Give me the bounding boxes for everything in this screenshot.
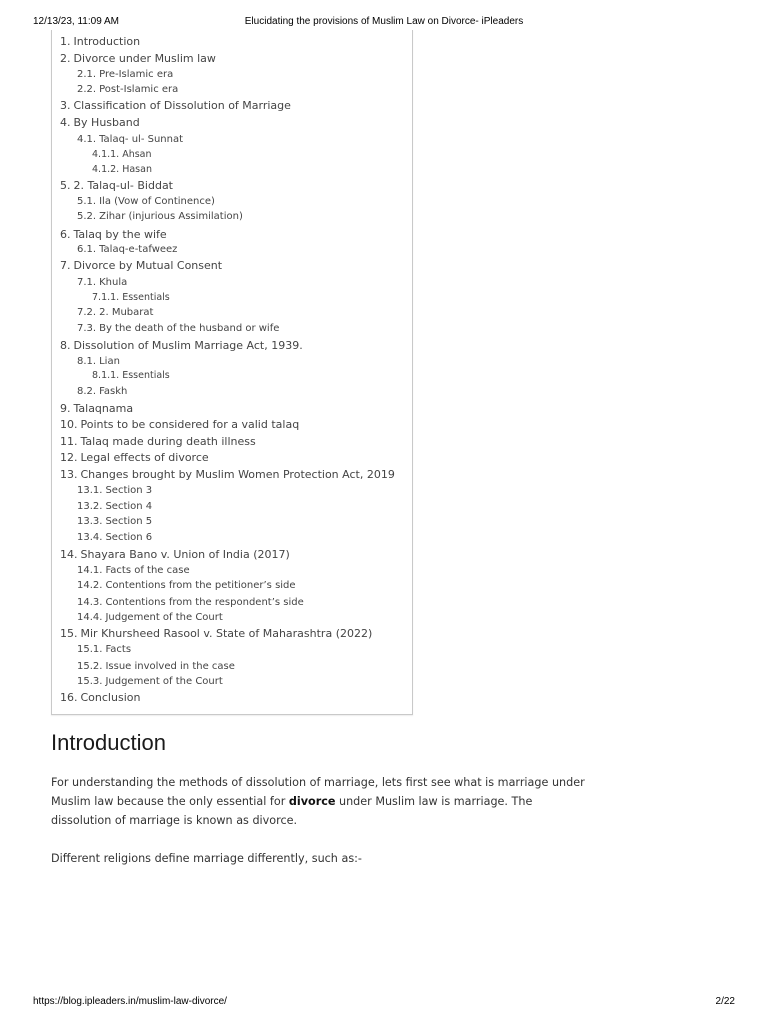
- toc-item[interactable]: [77, 532, 152, 543]
- toc-item-number: 13.: [60, 468, 78, 481]
- toc-item-number: 1.: [60, 35, 71, 48]
- table-of-contents: [51, 30, 413, 715]
- toc-item[interactable]: [60, 548, 290, 561]
- toc-item-label[interactable]: Essentials: [122, 292, 170, 303]
- toc-item-label[interactable]: Section 5: [105, 516, 153, 527]
- toc-item-label[interactable]: Talaqnama: [73, 402, 134, 415]
- toc-item[interactable]: [60, 435, 256, 448]
- toc-item-number: 4.1.: [77, 134, 97, 145]
- toc-item-label[interactable]: Section 6: [105, 532, 153, 543]
- toc-item[interactable]: [60, 99, 291, 112]
- toc-item[interactable]: [60, 179, 173, 192]
- toc-item-number: 11.: [60, 435, 78, 448]
- toc-item[interactable]: [92, 292, 170, 303]
- toc-item-number: 5.2.: [77, 211, 97, 222]
- toc-item-label[interactable]: Pre-Islamic era: [99, 69, 174, 80]
- toc-item[interactable]: [92, 370, 170, 381]
- toc-item-number: 16.: [60, 691, 78, 704]
- toc-item[interactable]: [60, 52, 216, 65]
- toc-item-label[interactable]: Mir Khursheed Rasool v. State of Maharashtra (2022): [80, 627, 373, 640]
- toc-item-number: 13.2.: [77, 501, 103, 512]
- paragraph-religions: Different religions define marriage differently, such as:-: [51, 852, 362, 865]
- toc-item[interactable]: [77, 661, 235, 672]
- toc-item[interactable]: [92, 149, 152, 160]
- toc-item[interactable]: [77, 644, 131, 655]
- toc-item-label[interactable]: Facts of the case: [105, 565, 190, 576]
- toc-item-number: 15.3.: [77, 676, 103, 687]
- toc-item-label[interactable]: Talaq by the wife: [73, 228, 167, 241]
- toc-item[interactable]: [77, 597, 304, 608]
- toc-item-label[interactable]: Judgement of the Court: [105, 612, 223, 623]
- toc-item[interactable]: [77, 356, 120, 367]
- toc-item[interactable]: [77, 196, 215, 207]
- toc-item[interactable]: [77, 84, 178, 95]
- toc-item-label[interactable]: Section 4: [105, 501, 153, 512]
- toc-item[interactable]: [60, 402, 133, 415]
- toc-item-number: 9.: [60, 402, 71, 415]
- toc-item-label[interactable]: Essentials: [122, 370, 170, 381]
- toc-item-label[interactable]: Introduction: [73, 35, 141, 48]
- toc-item-label[interactable]: Talaq made during death illness: [80, 435, 256, 448]
- toc-item-number: 7.: [60, 259, 71, 272]
- toc-item[interactable]: [77, 134, 183, 145]
- toc-item-number: 14.2.: [77, 580, 103, 591]
- print-url: https://blog.ipleaders.in/muslim-law-divorce/: [33, 996, 227, 1007]
- toc-item-number: 7.3.: [77, 323, 97, 334]
- toc-item-number: 7.1.1.: [92, 292, 120, 303]
- toc-item[interactable]: [60, 451, 209, 464]
- toc-item[interactable]: [60, 418, 299, 431]
- toc-item-number: 6.: [60, 228, 71, 241]
- toc-item[interactable]: [77, 676, 223, 687]
- toc-item-number: 14.4.: [77, 612, 103, 623]
- toc-item-number: 15.2.: [77, 661, 103, 672]
- toc-item[interactable]: [60, 116, 140, 129]
- toc-item[interactable]: [60, 259, 222, 272]
- toc-item-number: 8.1.: [77, 356, 97, 367]
- toc-item-number: 2.2.: [77, 84, 97, 95]
- toc-item-number: 7.2.: [77, 307, 97, 318]
- toc-item-number: 2.: [60, 52, 71, 65]
- toc-item-label[interactable]: Faskh: [99, 386, 128, 397]
- toc-item[interactable]: [60, 228, 167, 241]
- toc-item-label[interactable]: Lian: [99, 356, 120, 367]
- toc-item-label[interactable]: By the death of the husband or wife: [99, 323, 280, 334]
- toc-item-label[interactable]: Post-Islamic era: [99, 84, 179, 95]
- toc-item-label[interactable]: Zihar (injurious Assimilation): [99, 211, 243, 222]
- toc-item-label[interactable]: Classification of Dissolution of Marriage: [73, 99, 291, 112]
- toc-item[interactable]: [77, 516, 152, 527]
- toc-item-label[interactable]: Issue involved in the case: [105, 661, 235, 672]
- toc-item-label[interactable]: Khula: [99, 277, 128, 288]
- toc-item-number: 12.: [60, 451, 78, 464]
- toc-item-number: 5.1.: [77, 196, 97, 207]
- paragraph-intro-text-1: For understanding the methods of dissolution of marriage, lets first see what is marriage under Muslim law because the only essential for: [51, 776, 585, 808]
- toc-item-label[interactable]: Section 3: [105, 485, 153, 496]
- print-datetime: 12/13/23, 11:09 AM: [33, 16, 119, 27]
- toc-item-number: 14.1.: [77, 565, 103, 576]
- toc-item[interactable]: [77, 485, 152, 496]
- toc-item-number: 8.2.: [77, 386, 97, 397]
- toc-item-label[interactable]: Ahsan: [122, 149, 152, 160]
- toc-item-number: 15.: [60, 627, 78, 640]
- print-page-number: 2/22: [715, 996, 735, 1007]
- toc-item-label[interactable]: Shayara Bano v. Union of India (2017): [80, 548, 290, 561]
- toc-item-number: 8.1.1.: [92, 370, 120, 381]
- toc-item[interactable]: [77, 69, 173, 80]
- toc-item[interactable]: [77, 501, 152, 512]
- toc-item-number: 7.1.: [77, 277, 97, 288]
- toc-item-number: 4.1.1.: [92, 149, 120, 160]
- toc-item-number: 13.1.: [77, 485, 103, 496]
- toc-item-label[interactable]: Ila (Vow of Continence): [99, 196, 215, 207]
- toc-item[interactable]: [92, 164, 152, 175]
- toc-item[interactable]: [77, 307, 153, 318]
- toc-item-label[interactable]: Changes brought by Muslim Women Protection Act, 2019: [80, 468, 395, 481]
- toc-item-number: 10.: [60, 418, 78, 431]
- toc-item-label[interactable]: Legal effects of divorce: [80, 451, 209, 464]
- toc-item-label[interactable]: Facts: [105, 644, 132, 655]
- toc-item-label[interactable]: Points to be considered for a valid talaq: [80, 418, 300, 431]
- toc-item[interactable]: [60, 468, 395, 481]
- toc-item-label[interactable]: By Husband: [73, 116, 140, 129]
- toc-item-label[interactable]: Talaq- ul- Sunnat: [99, 134, 184, 145]
- section-heading-introduction: Introduction: [51, 730, 166, 755]
- toc-item-number: 4.1.2.: [92, 164, 120, 175]
- toc-item-label[interactable]: Contentions from the petitioner’s side: [105, 580, 296, 591]
- toc-item-number: 4.: [60, 116, 71, 129]
- print-page-title: Elucidating the provisions of Muslim Law on Divorce- iPleaders: [244, 16, 524, 27]
- toc-item[interactable]: [60, 691, 140, 704]
- toc-item-label[interactable]: 2. Talaq-ul- Biddat: [73, 179, 173, 192]
- paragraph-intro: [51, 773, 591, 830]
- toc-item[interactable]: [60, 339, 303, 352]
- toc-item-label[interactable]: Hasan: [122, 164, 152, 175]
- toc-item-number: 13.4.: [77, 532, 103, 543]
- toc-item[interactable]: [77, 244, 177, 255]
- toc-item-number: 13.3.: [77, 516, 103, 527]
- toc-item-number: 14.: [60, 548, 78, 561]
- toc-item-number: 15.1.: [77, 644, 103, 655]
- toc-item-label[interactable]: Talaq-e-tafweez: [99, 244, 178, 255]
- toc-item[interactable]: [77, 323, 279, 334]
- toc-item[interactable]: [77, 386, 127, 397]
- toc-item-label[interactable]: Divorce under Muslim law: [73, 52, 216, 65]
- toc-item-label[interactable]: Conclusion: [80, 691, 141, 704]
- toc-item[interactable]: [77, 565, 190, 576]
- paragraph-intro-text-2: under Muslim law is marriage. The dissolution of marriage is known as divorce.: [51, 795, 533, 827]
- toc-item[interactable]: [77, 211, 243, 222]
- toc-item-label[interactable]: 2. Mubarat: [99, 307, 154, 318]
- toc-item-number: 5.: [60, 179, 71, 192]
- toc-item[interactable]: [77, 277, 127, 288]
- toc-item-number: 3.: [60, 99, 71, 112]
- toc-item-number: 2.1.: [77, 69, 97, 80]
- divorce-link[interactable]: divorce: [288, 795, 336, 808]
- toc-item[interactable]: [60, 35, 140, 48]
- toc-item[interactable]: [77, 612, 223, 623]
- toc-item-label[interactable]: Judgement of the Court: [105, 676, 223, 687]
- toc-item[interactable]: [60, 627, 372, 640]
- toc-item-label[interactable]: Divorce by Mutual Consent: [73, 259, 223, 272]
- toc-item-number: 14.3.: [77, 597, 103, 608]
- toc-item-number: 6.1.: [77, 244, 97, 255]
- toc-item[interactable]: [77, 580, 296, 591]
- toc-item-label[interactable]: Contentions from the respondent’s side: [105, 597, 304, 608]
- toc-item-number: 8.: [60, 339, 71, 352]
- toc-item-label[interactable]: Dissolution of Muslim Marriage Act, 1939.: [73, 339, 303, 352]
